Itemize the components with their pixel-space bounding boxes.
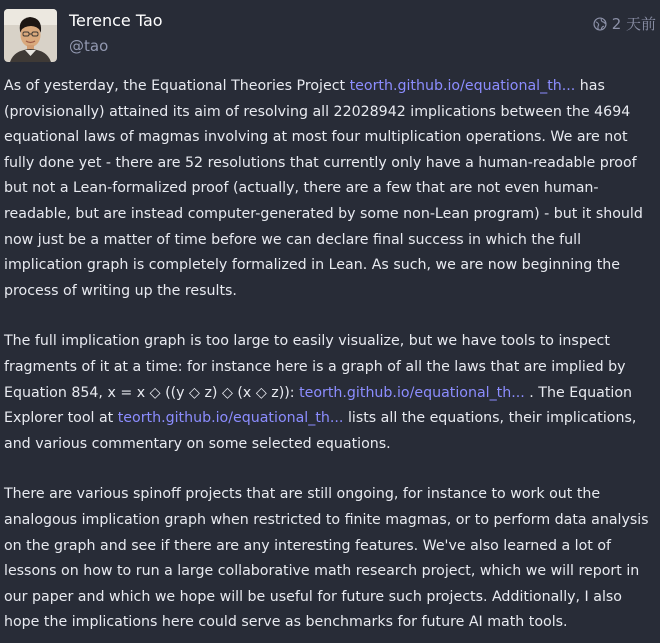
graph-link[interactable]: teorth.github.io/equational_th... [299, 384, 525, 401]
post-paragraph-3 [4, 482, 655, 636]
p1-text-a: As of yesterday, the Equational Theories Project [4, 78, 350, 94]
project-link[interactable]: teorth.github.io/equational_th... [349, 78, 576, 94]
globe-icon [593, 17, 607, 31]
post-paragraph-1 [4, 74, 655, 304]
post-content [4, 74, 655, 636]
avatar[interactable] [4, 9, 57, 62]
p3-text-a: There are various spinoff projects that are still ongoing, for instance to work out the analogous implication graph when restricted to finite magmas, or to perform data analysis on the graph and see if there are any interesting features. We've also learned a lot of lessons on how to run a large collaborative math research project, which we will report in our paper and which we hope will be useful for future such projects. Additionally, I also hope the implications here could serve as benchmarks for future AI math tools. [4, 486, 649, 631]
author-name[interactable]: Terence Tao [69, 11, 163, 30]
avatar-photo [4, 9, 57, 62]
p2-text-a: The full implication graph is too large to easily visualize, but we have tools to inspect fragments of it at a time: for instance here is a graph of all the laws that are implied by Equation 854, x = x ◇ ((y ◇ z) ◇ (x ◇ z)): [4, 333, 626, 401]
author-handle[interactable]: @tao [69, 37, 109, 55]
p2-text-c: lists all the equations, their implications, and various commentary on some selected equations. [4, 410, 637, 452]
p1-text-b: has (provisionally) attained its aim of resolving all 22028942 implications between the 4694 equational laws of magmas involving at most four multiplication operations. We are not fully done yet - there are 52 resolutions that currently only have a human-readable proof but not a Lean-formalized proof (actually, there are a few that are not even human-readable, but are instead computer-generated by some non-Lean program) - but it should now just be a matter of time before we can declare final success in which the full implication graph is completely formalized in Lean. As such, we are now beginning the process of writing up the results. [4, 78, 643, 299]
post-paragraph-2 [4, 329, 655, 457]
explorer-link[interactable]: teorth.github.io/equational_th... [117, 410, 344, 427]
post-meta[interactable] [593, 13, 656, 34]
p2-text-b: . The Equation Explorer tool at [4, 384, 633, 427]
post-time[interactable]: 2 天前 [611, 15, 656, 33]
